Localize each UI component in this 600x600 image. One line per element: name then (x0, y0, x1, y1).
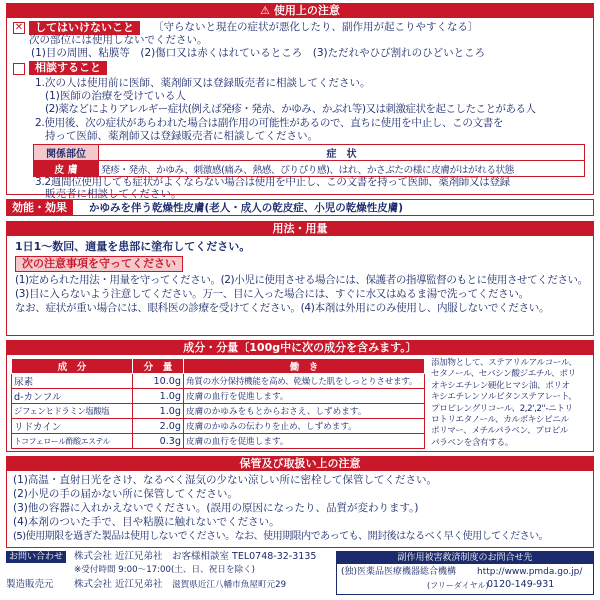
dosage-line-1: (1)定められた用法・用量を守ってください。(2)小児に使用させる場合には、保護者の指導監督のもとに使用させてください。 (15, 274, 588, 286)
ingredient-amount: 0.3g (133, 434, 184, 449)
ingredient-name: リドカイン (12, 419, 133, 434)
ingredient-effect: 皮膚の血行を促進します。 (184, 389, 425, 404)
relief-tel: 0120-149-931 (487, 579, 555, 590)
dosage-line-3: なお、症状が重い場合には、眼科医の診療を受けてください。(4)本剤は外用にのみ使用し、内服しないでください。 (15, 302, 550, 314)
storage-line-5: (5)使用期限を過ぎた製品は使用しないでください。なお、使用期限内であっても、開封後はなるべく早く使用してください。 (13, 531, 549, 542)
table-head-part: 関係部位 (34, 145, 99, 161)
storage-line-1: (1)高温・直射日光をさけ、なるべく湿気の少ない涼しい所に密栓して保管してください。 (13, 474, 437, 486)
dont-note: 〔守らないと現在の症状が悪化したり、副作用が起こりやすくなる〕 (153, 21, 479, 33)
consult-icon (13, 63, 25, 75)
col-ingredient: 成 分 (12, 359, 133, 374)
storage-section (6, 456, 594, 548)
additives-line: ロトリエタノール、カルボキシビニル (431, 415, 569, 426)
ingredient-effect: 皮膚の血行を促進します。 (184, 434, 425, 449)
table-row (12, 404, 425, 419)
inquiry-desk: お客様相談室 TEL0748-32-3135 (172, 551, 317, 562)
ingredients-section (6, 340, 594, 452)
table-row (12, 434, 425, 449)
storage-line-4: (4)本剤のついた手で、目や粘膜に触れないでください。 (13, 516, 280, 528)
additives-line: プロピレングリコール、2,2',2''-ニトリ (431, 403, 573, 414)
ingredient-amount: 10.0g (133, 374, 184, 389)
additives-line: セタノール、セバシン酸ジエチル、ポリ (431, 369, 576, 380)
footer (6, 551, 594, 597)
dosage-sub-label: 次の注意事項を守ってください (15, 256, 183, 272)
efficacy-text: かゆみを伴う乾燥性皮膚(老人・成人の乾皮症、小児の乾燥性皮膚) (89, 202, 404, 214)
inquiry-company: 株式会社 近江兄弟社 (74, 551, 163, 562)
dosage-text: 1日1～数回、適量を患部に塗布してください。 (15, 240, 251, 253)
consult-line-4: 2.使用後、次の症状があらわれた場合は副作用の可能性があるので、直ちに使用を中止し、この文書を (35, 117, 504, 129)
table-row (12, 419, 425, 434)
dosage-section (6, 221, 594, 336)
ingredient-amount: 2.0g (133, 419, 184, 434)
additives-line: オキシエチレン硬化ヒマシ油、ポリオ (431, 380, 570, 391)
dosage-line-2: (3)目に入らないよう注意してください。万一、目に入った場合には、すぐに水又はぬるま湯で洗ってください。 (15, 288, 529, 300)
relief-box (336, 551, 594, 595)
ingredient-effect: 皮膚のかゆみをもとからおさえ、しずめます。 (184, 404, 425, 419)
consult-line-1: 1.次の人は使用前に医師、薬剤師又は登録販売者に相談してください。 (35, 77, 371, 89)
relief-org: (独)医薬品医療機器総合機構 (341, 567, 457, 577)
side-effect-table (33, 144, 585, 177)
efficacy-label: 効能・効果 (6, 200, 73, 216)
ingredient-name: 尿素 (12, 374, 133, 389)
additives-line: 添加物として、ステアリルアルコール、 (431, 358, 577, 368)
table-row (12, 389, 425, 404)
maker-label: 製造販売元 (6, 579, 54, 590)
consult-line-3: (2)薬などによりアレルギー症状(例えば発疹・発赤、かゆみ、かぶれ等)又は刺激症状を起こしたことがある人 (45, 103, 536, 115)
additives-line: キシエチレンソルビタンステアレート、 (431, 392, 577, 403)
consult-line-6: 3.2週間位使用しても症状がよくならない場合は使用を中止し、この文書を持って医師、薬剤師又は登録 (35, 176, 510, 188)
col-effect: 働 き (184, 359, 425, 374)
storage-line-2: (2)小児の手の届かない所に保管してください。 (13, 488, 238, 500)
ingredient-amount: 1.0g (133, 389, 184, 404)
table-head-symptom: 症 状 (99, 145, 585, 161)
relief-url: http://www.pmda.go.jp/ (477, 567, 583, 577)
consult-line-7: 販売者に相談してください。 (45, 188, 182, 200)
table-row-symptoms: 発疹・発赤、かゆみ、刺激感(痛み、熱感、ぴりぴり感)、はれ、かさぶたの様に皮膚がはがれる状態 (99, 161, 585, 177)
inquiry-hours: ※受付時間 9:00～17:00(土、日、祝日を除く) (74, 565, 256, 575)
dont-label: してはいけないこと (29, 21, 140, 35)
storage-line-3: (3)他の容器に入れかえないでください。(誤用の原因になったり、品質が変わります。) (13, 502, 419, 514)
dont-intro: 次の部位には使用しないでください。 (29, 34, 208, 46)
prohibited-icon: ✕ (14, 22, 24, 33)
maker-name: 株式会社 近江兄弟社 (74, 579, 163, 590)
storage-header: 保管及び取扱い上の注意 (7, 457, 593, 471)
col-amount: 分 量 (133, 359, 184, 374)
dont-items: (1)目の周囲、粘膜等 (2)傷口又は赤くはれているところ (3)ただれやひび割れのひどいところ (31, 47, 486, 59)
efficacy-section (6, 199, 594, 216)
ingredient-effect: 皮膚のかゆみの伝わりを止め、しずめます。 (184, 419, 425, 434)
ingredient-name: トコフェロール酢酸エステル (12, 434, 133, 449)
ingredient-effect: 角質の水分保持機能を高め、乾燥した肌をしっとりさせます。 (184, 374, 425, 389)
ingredient-name: d-カンフル (12, 389, 133, 404)
relief-label: 副作用被害救済制度のお問合せ先 (337, 552, 593, 564)
relief-dial: (フリーダイヤル) (427, 581, 489, 590)
ingredient-name: ジフェンヒドラミン塩酸塩 (12, 404, 133, 419)
usage-notes-header: ⚠ 使用上の注意 (7, 4, 593, 18)
ingredient-amount: 1.0g (133, 404, 184, 419)
dosage-header: 用法・用量 (7, 222, 593, 236)
additives-line: パラベンを含有する。 (431, 437, 513, 448)
consult-label: 相談すること (29, 61, 107, 75)
maker-address: 滋賀県近江八幡市魚屋町元29 (172, 580, 287, 590)
ingredients-header: 成分・分量〔100g中に次の成分を含みます。〕 (7, 341, 593, 355)
additives-line: ポリマー、メチルパラベン、プロピル (431, 426, 569, 437)
ingredients-table (11, 358, 425, 449)
inquiry-label: お問い合わせ (6, 551, 66, 563)
usage-notes-section (6, 3, 594, 200)
table-row (12, 374, 425, 389)
consult-line-5: 持って医師、薬剤師又は登録販売者に相談してください。 (45, 130, 318, 142)
consult-line-2: (1)医師の治療を受けている人 (45, 90, 186, 102)
table-row-skin: 皮 膚 (34, 161, 99, 177)
additives-text (431, 358, 591, 449)
